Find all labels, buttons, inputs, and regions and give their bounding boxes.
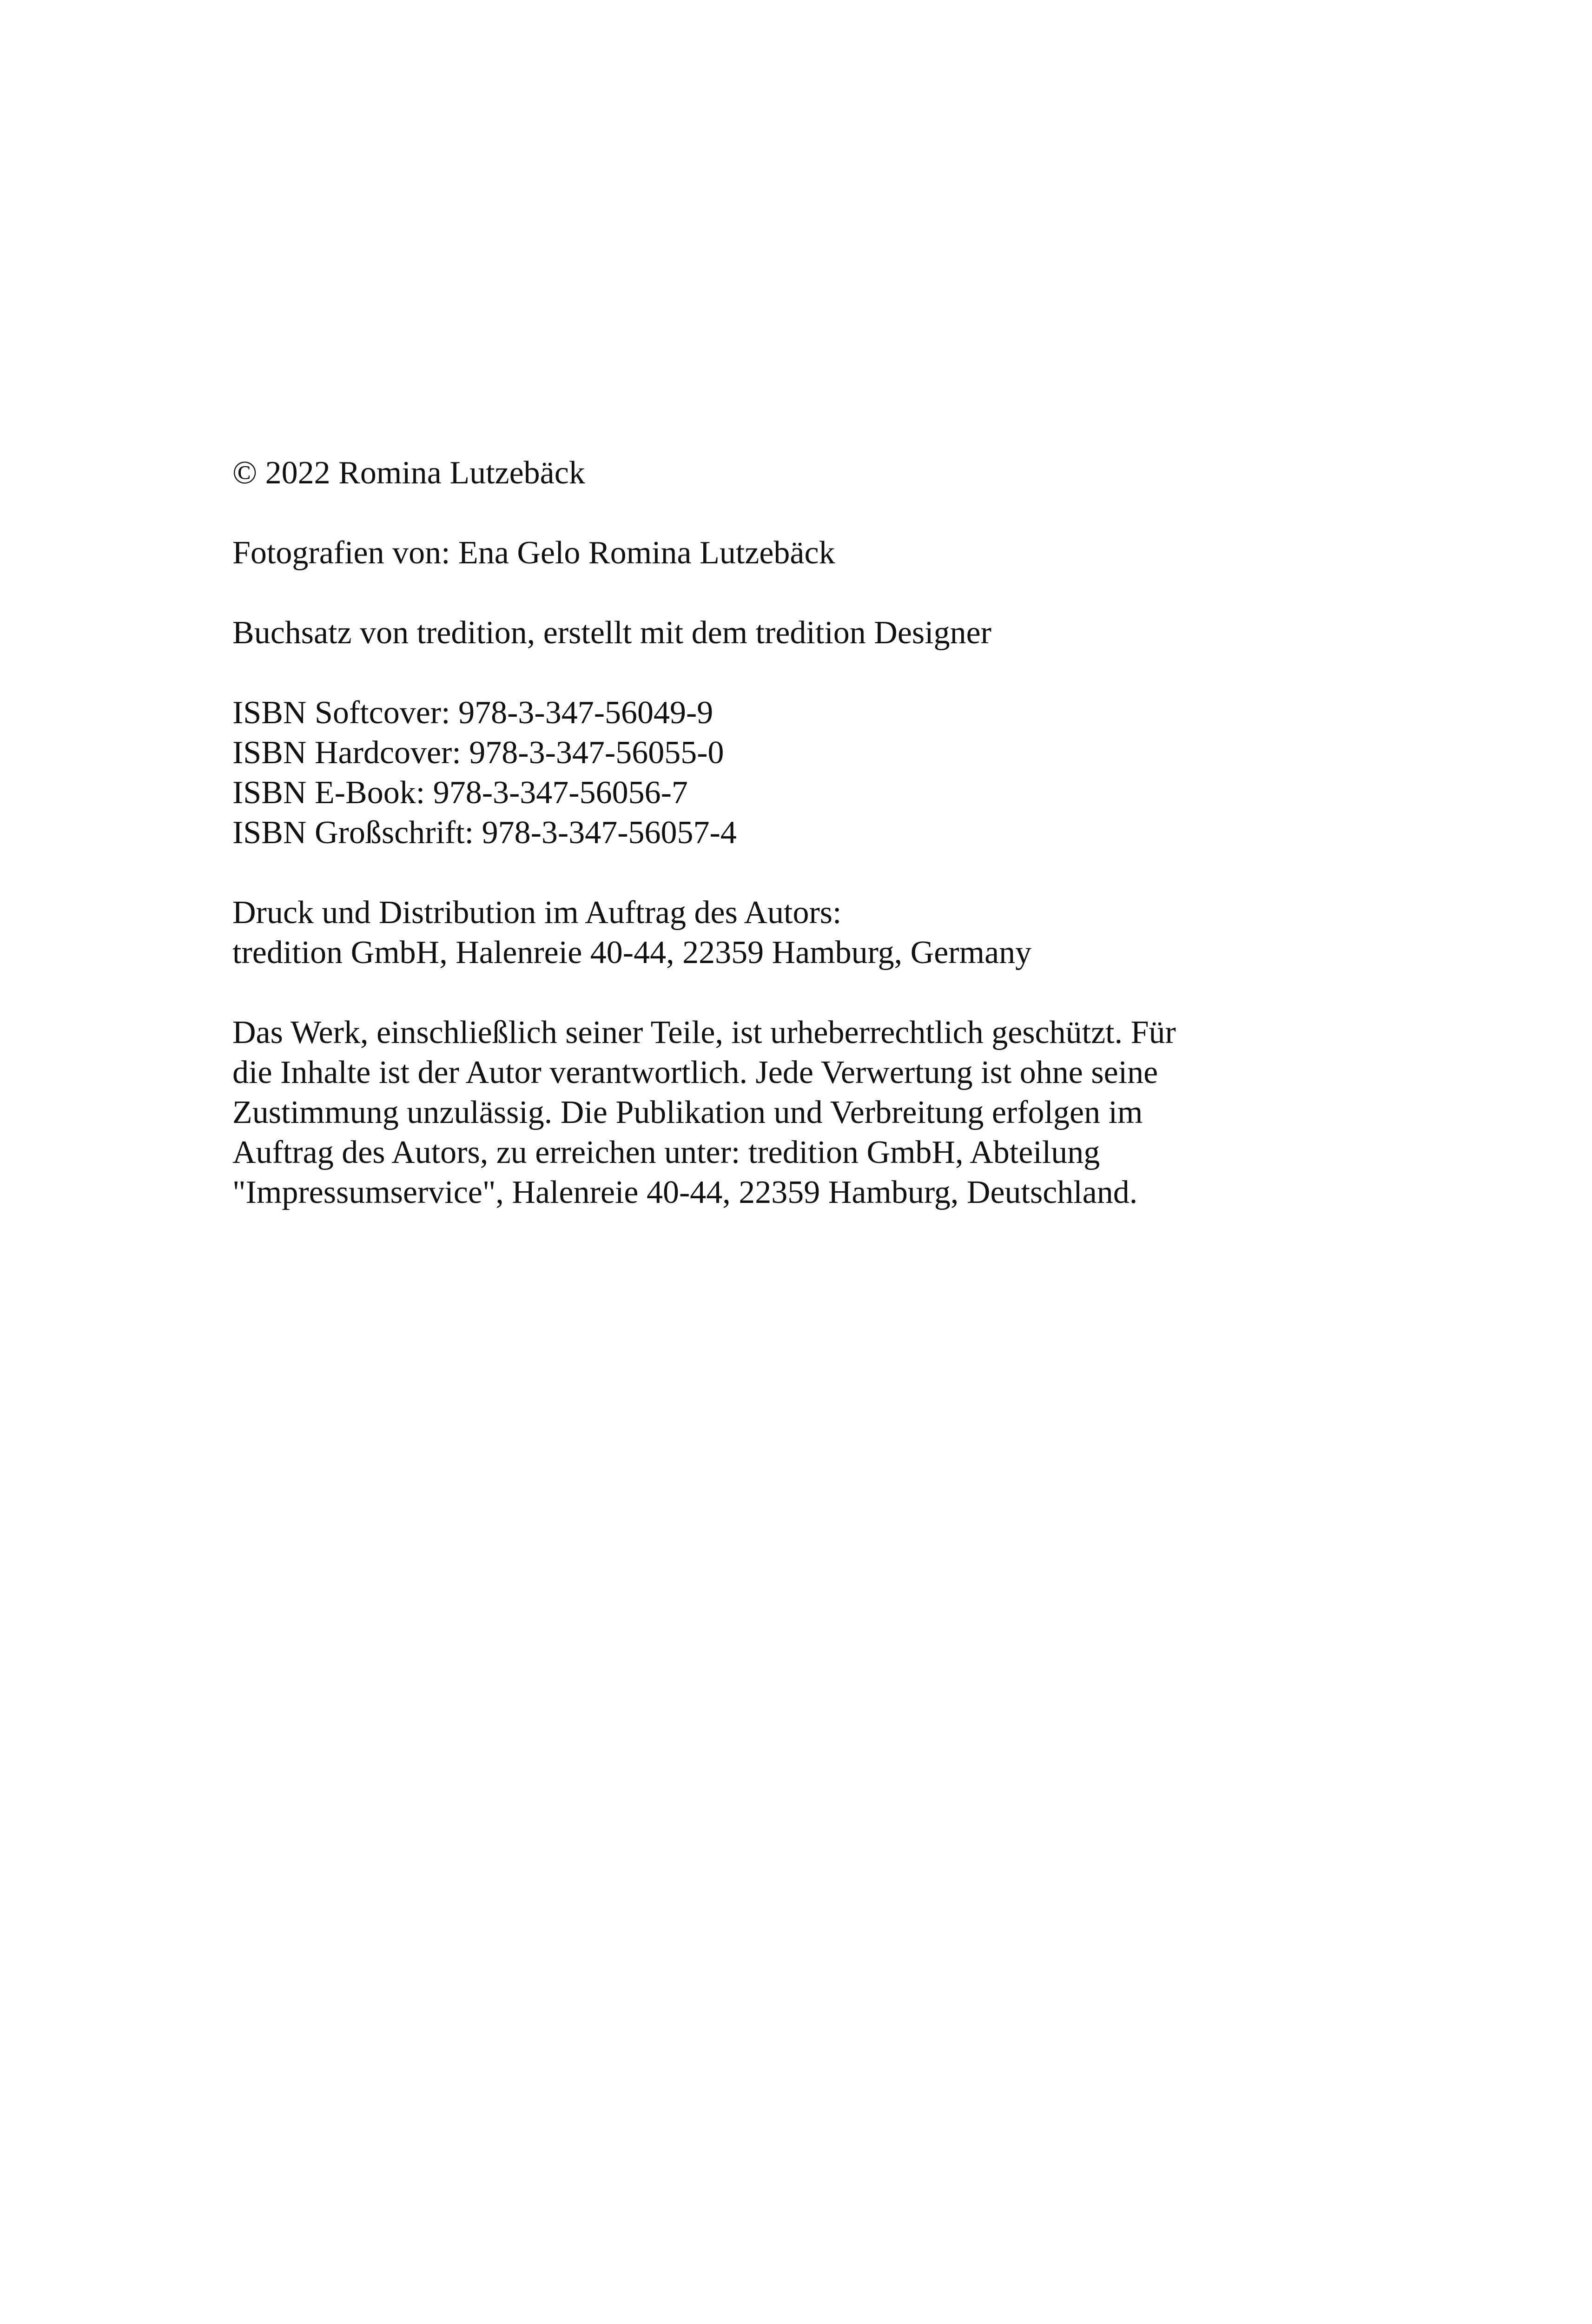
publisher-address-line: tredition GmbH, Halenreie 40-44, 22359 Hamburg, Germany (232, 935, 1032, 971)
legal-notice-block (232, 1013, 1394, 1213)
legal-line: Zustimmung unzulässig. Die Publikation und Verbreitung erfolgen im (232, 1095, 1143, 1130)
isbn-hardcover: ISBN Hardcover: 978-3-347-56055-0 (232, 735, 724, 771)
legal-line: "Impressumservice", Halenreie 40-44, 22359 Hamburg, Deutschland. (232, 1175, 1138, 1210)
legal-line: Das Werk, einschließlich seiner Teile, ist urheberrechtlich geschützt. Für (232, 1015, 1176, 1050)
photo-credit-line: Fotografien von: Ena Gelo Romina Lutzebäck (232, 535, 835, 571)
typesetting-block (232, 613, 1394, 653)
legal-line: Auftrag des Autors, zu erreichen unter: tredition GmbH, Abteilung (232, 1135, 1100, 1170)
isbn-block (232, 693, 1394, 853)
typesetting-line: Buchsatz von tredition, erstellt mit dem tredition Designer (232, 615, 991, 651)
distribution-block (232, 893, 1394, 973)
isbn-ebook: ISBN E-Book: 978-3-347-56056-7 (232, 775, 688, 811)
legal-line: die Inhalte ist der Autor verantwortlich. Jede Verwertung ist ohne seine (232, 1055, 1158, 1090)
imprint-text (232, 453, 1394, 1253)
copyright-line: © 2022 Romina Lutzebäck (232, 455, 585, 491)
distribution-line: Druck und Distribution im Auftrag des Autors: (232, 895, 842, 931)
isbn-large-print: ISBN Großschrift: 978-3-347-56057-4 (232, 815, 737, 851)
photo-credit-block (232, 533, 1394, 573)
isbn-softcover: ISBN Softcover: 978-3-347-56049-9 (232, 695, 713, 731)
copyright-block (232, 453, 1394, 493)
